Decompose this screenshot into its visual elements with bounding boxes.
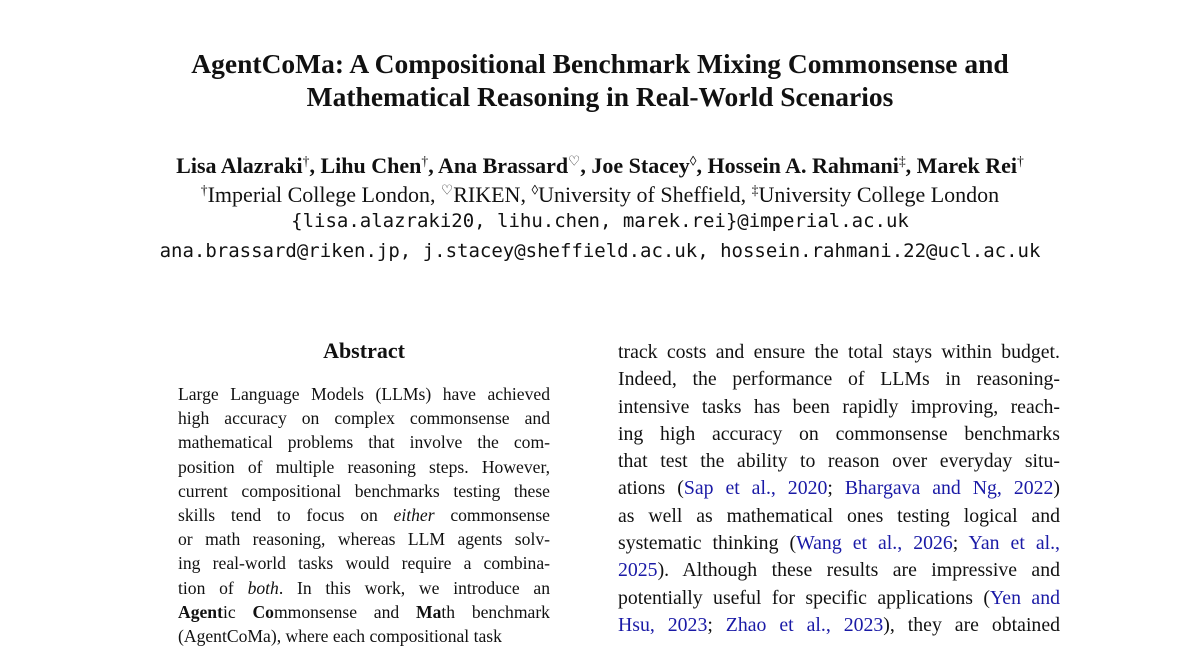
body-line: potentially useful for specific applications (Yen and [618,586,1060,609]
affiliation-mark: ◊ [531,182,539,198]
abstract-line: skills tend to focus on either commonsense [178,505,550,526]
affiliation [752,182,1000,207]
author-affiliation-mark: ◊ [689,153,697,169]
abstract-line: Agentic Commonsense and Math benchmark [178,601,550,622]
affiliation-list: †Imperial College London, ♡RIKEN, ◊University of Sheffield, ‡University College London [200,182,1000,207]
abstract-line: (AgentCoMa), where each compositional task [178,626,502,647]
affiliation-name: University College London [758,182,1000,207]
author-name: Lihu Chen [320,153,422,178]
author-affiliation-mark: ‡ [898,153,906,169]
author-list: Lisa Alazraki†, Lihu Chen†, Ana Brassard♡, Joe Stacey◊, Hossein A. Rahmani‡, Marek Rei† [176,153,1024,178]
affiliation-mark: ‡ [751,182,759,198]
body-line: as well as mathematical ones testing logical and [618,504,1060,527]
paper-title [100,47,1100,113]
author-name: Hossein A. Rahmani [707,153,899,178]
abstract-line: current compositional benchmarks testing these [178,480,550,501]
body-line: ations (Sap et al., 2020; Bhargava and Ng, 2022) [618,477,1060,500]
abstract-line: tion of both. In this work, we introduce an [178,577,551,598]
affiliation [441,182,520,207]
body-line: that test the ability to reason over everyday situ- [618,450,1060,473]
title-line-2: Mathematical Reasoning in Real-World Scenarios [306,81,894,112]
title-line-1: AgentCoMa: A Compositional Benchmark Mixing Commonsense and [191,48,1009,79]
affiliation-name: Imperial College London [207,182,430,207]
author-affiliation-mark: ♡ [568,153,581,169]
abstract-line: mathematical problems that involve the com- [178,432,550,453]
abstract-line: Large Language Models (LLMs) have achieved [178,384,550,404]
body-line: systematic thinking (Wang et al., 2026; Yan et al., [618,532,1060,555]
author [707,153,905,178]
author-name: Lisa Alazraki [176,153,303,178]
author [438,153,580,178]
affiliation-name: RIKEN [453,182,521,207]
introduction-column [618,339,1060,639]
affiliation [531,182,740,207]
body-line: 2025). Although these results are impressive and [618,559,1060,582]
author-affiliation-mark: † [302,153,310,169]
author [176,153,309,178]
affiliation-name: University of Sheffield [538,182,741,207]
affiliation-mark: † [200,182,208,198]
affiliation-mark: ♡ [441,182,454,198]
body-line: track costs and ensure the total stays within budget. [618,341,1060,363]
abstract-line: position of multiple reasoning steps. However, [178,456,550,477]
body-line: ing high accuracy on commonsense benchmarks [618,422,1060,445]
body-line: Indeed, the performance of LLMs in reasoning- [618,368,1060,391]
body-line: Hsu, 2023; Zhao et al., 2023), they are obtained [618,613,1060,636]
author [320,153,428,178]
author-affiliation-mark: † [1017,153,1024,169]
author [917,153,1024,178]
abstract-body [178,382,550,648]
abstract-heading: Abstract [323,338,405,363]
email-line-1: {lisa.alazraki20, lihu.chen, marek.rei}@imperial.ac.uk [291,210,909,232]
email-line-2: ana.brassard@riken.jp, j.stacey@sheffield.ac.uk, hossein.rahmani.22@ucl.ac.uk [159,240,1041,262]
author-name: Ana Brassard [437,153,569,178]
abstract-line: high accuracy on complex commonsense and [178,408,550,429]
author-name: Joe Stacey [591,153,690,178]
abstract-line: or math reasoning, whereas LLM agents solv- [178,529,550,550]
body-line: intensive tasks has been rapidly improving, reach- [618,395,1060,418]
author-affiliation-mark: † [421,153,429,169]
author [591,153,696,178]
abstract-line: ing real-world tasks would require a combina- [178,553,550,574]
author-name: Marek Rei [916,153,1018,178]
affiliation [201,182,430,207]
